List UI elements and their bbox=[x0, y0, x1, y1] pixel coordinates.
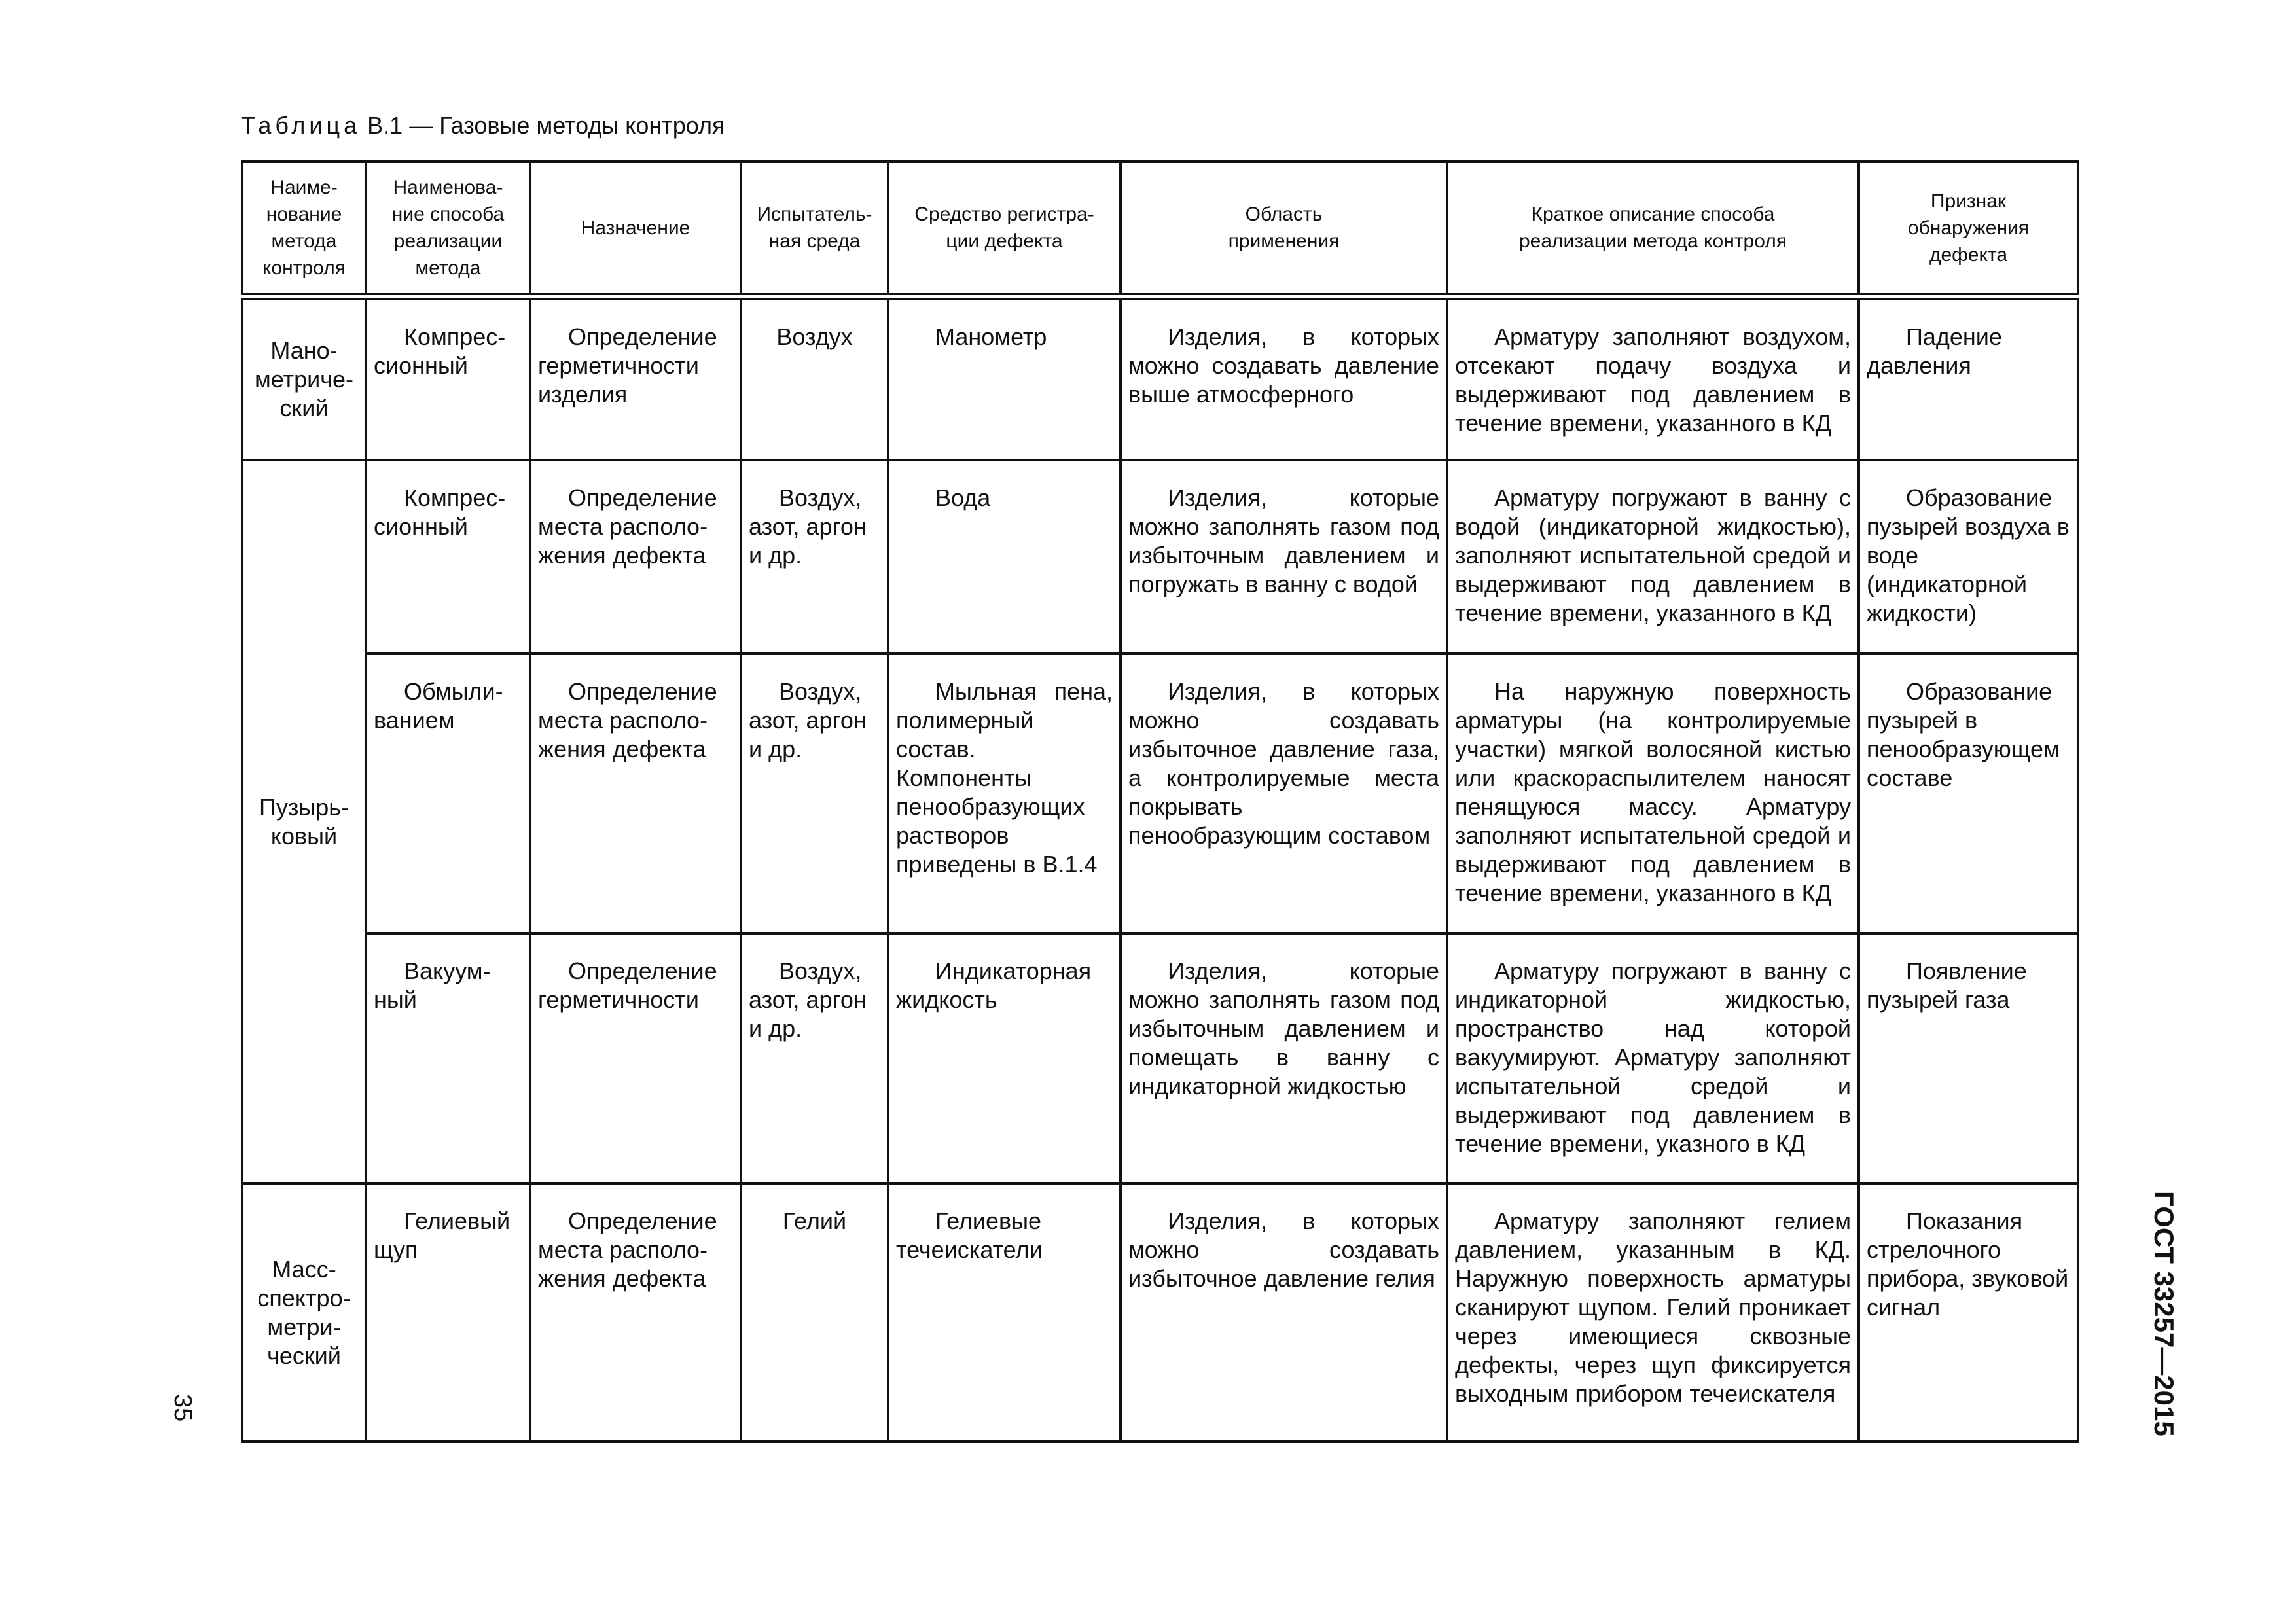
registration-cell: Манометр bbox=[888, 296, 1121, 460]
application-cell: Изделия, в которых можно создавать избыточное давление газа, а контролируемые места покрывать пенообразующим составом bbox=[1121, 654, 1447, 933]
purpose-cell: Определение места располо- жения дефекта bbox=[530, 1183, 741, 1442]
description-cell: Арматуру заполняют воздухом, отсекают подачу воздуха и выдерживают под давлением в течение времени, указанного в КД bbox=[1447, 296, 1859, 460]
header-registration-means: Средство регистра- ции дефекта bbox=[888, 162, 1121, 296]
description-cell: Арматуру погружают в ванну с индикаторной жидкостью, пространство над которой вакуумируют. Арматуру заполняют испытательной средой и выдерживают под давлением в течение времени, указного в КД bbox=[1447, 933, 1859, 1183]
defect-sign-cell: Показания стрелочного прибора, звуковой сигнал bbox=[1859, 1183, 2078, 1442]
table-row bbox=[242, 654, 2078, 933]
table-header-row bbox=[242, 162, 2078, 296]
application-cell: Изделия, которые можно заполнять газом под избыточным давлением и помещать в ванну с индикаторной жидкостью bbox=[1121, 933, 1447, 1183]
table-row bbox=[242, 296, 2078, 460]
description-cell: Арматуру заполняют гелием давлением, указанным в КД. Наружную поверхность арматуры сканируют щупом. Гелий проникает через имеющиеся сквозные дефекты, через щуп фиксируется выходным прибором течеискателя bbox=[1447, 1183, 1859, 1442]
way-cell: Вакуум- ный bbox=[366, 933, 530, 1183]
medium-cell: Воздух bbox=[741, 296, 888, 460]
header-purpose: Назначение bbox=[530, 162, 741, 296]
purpose-cell: Определение места располо- жения дефекта bbox=[530, 654, 741, 933]
header-defect-sign: Признак обнаружения дефекта bbox=[1859, 162, 2078, 296]
caption-label: Таблица bbox=[241, 112, 361, 139]
defect-sign-cell: Появление пузырей газа bbox=[1859, 933, 2078, 1183]
table-caption bbox=[241, 111, 725, 140]
way-cell: Обмыли- ванием bbox=[366, 654, 530, 933]
registration-cell: Вода bbox=[888, 460, 1121, 654]
purpose-cell: Определение герметичности bbox=[530, 933, 741, 1183]
purpose-cell: Определение герметичности изделия bbox=[530, 296, 741, 460]
header-test-medium: Испытатель- ная среда bbox=[741, 162, 888, 296]
defect-sign-cell: Образование пузырей воздуха в воде (индикаторной жидкости) bbox=[1859, 460, 2078, 654]
method-cell: Масс- спектро- метри- ческий bbox=[242, 1183, 366, 1442]
medium-cell: Воздух, азот, аргон и др. bbox=[741, 460, 888, 654]
description-cell: Арматуру погружают в ванну с водой (индикаторной жидкостью), заполняют испытательной средой и выдерживают под давлением в течение времени, указанного в КД bbox=[1447, 460, 1859, 654]
medium-cell: Воздух, азот, аргон и др. bbox=[741, 933, 888, 1183]
application-cell: Изделия, в которых можно создавать давление выше атмосферного bbox=[1121, 296, 1447, 460]
caption-text: В.1 — Газовые методы контроля bbox=[367, 112, 725, 139]
table-row bbox=[242, 933, 2078, 1183]
application-cell: Изделия, которые можно заполнять газом под избыточным давлением и погружать в ванну с водой bbox=[1121, 460, 1447, 654]
description-cell: На наружную поверхность арматуры (на контролируемые участки) мягкой волосяной кистью или краскораспылителем наносят пенящуюся массу. Арматуру заполняют испытательной средой и выдерживают под давлением в течение времени, указанного в КД bbox=[1447, 654, 1859, 933]
defect-sign-cell: Образование пузырей в пенообразующем составе bbox=[1859, 654, 2078, 933]
header-method-name: Наиме- нование метода контроля bbox=[242, 162, 366, 296]
method-cell: Мано- метриче- ский bbox=[242, 296, 366, 460]
purpose-cell: Определение места располо- жения дефекта bbox=[530, 460, 741, 654]
registration-cell: Мыльная пена, полимерный состав. Компоненты пенообразующих растворов приведены в В.1.4 bbox=[888, 654, 1121, 933]
registration-cell: Индикаторная жидкость bbox=[888, 933, 1121, 1183]
application-cell: Изделия, в которых можно создавать избыточное давление гелия bbox=[1121, 1183, 1447, 1442]
header-application-area: Область применения bbox=[1121, 162, 1447, 296]
registration-cell: Гелиевые течеискатели bbox=[888, 1183, 1121, 1442]
medium-cell: Воздух, азот, аргон и др. bbox=[741, 654, 888, 933]
method-cell: Пузырь- ковый bbox=[242, 460, 366, 1183]
way-cell: Компрес- сионный bbox=[366, 460, 530, 654]
standard-designation: ГОСТ 33257—2015 bbox=[2149, 1191, 2179, 1436]
page-number: 35 bbox=[169, 1394, 196, 1422]
way-cell: Гелиевый щуп bbox=[366, 1183, 530, 1442]
table-row bbox=[242, 460, 2078, 654]
medium-cell: Гелий bbox=[741, 1183, 888, 1442]
way-cell: Компрес- сионный bbox=[366, 296, 530, 460]
table-row bbox=[242, 1183, 2078, 1442]
header-implementation-way: Наименова- ние способа реализации метода bbox=[366, 162, 530, 296]
header-description: Краткое описание способа реализации метода контроля bbox=[1447, 162, 1859, 296]
gas-methods-table bbox=[241, 160, 2079, 1443]
defect-sign-cell: Падение давления bbox=[1859, 296, 2078, 460]
